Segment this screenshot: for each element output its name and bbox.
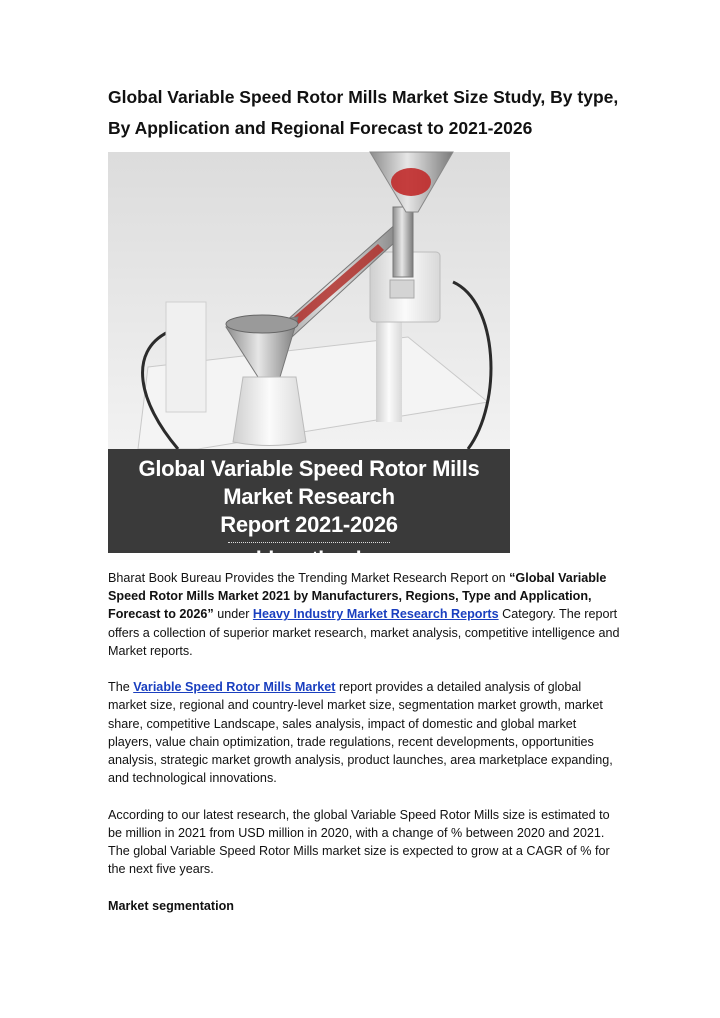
paragraph-intro bbox=[108, 569, 620, 660]
paragraph-text: under bbox=[213, 607, 253, 622]
rotor-mill-illustration bbox=[108, 152, 510, 449]
banner-title-line-1: Global Variable Speed Rotor Mills Market Research bbox=[138, 456, 480, 509]
banner-website: www.bharatbook.com bbox=[202, 548, 415, 571]
document-title bbox=[108, 82, 628, 144]
title-line-1: Global Variable Speed Rotor Mills Market Size Study, By type, bbox=[108, 87, 619, 107]
paragraph-text: report provides a detailed analysis of global market size, regional and country-level market size, segmentation market growth, market share, competitive Landscape, sales analysis, impact of domestic and global market players, value chain optimization, trade regulations, recent developments, opportunities analysis, strategic market growth analysis, product launches, area marketplace expanding, and technological innovations. bbox=[108, 680, 613, 786]
image-banner bbox=[108, 449, 510, 571]
section-heading: Market segmentation bbox=[108, 898, 234, 913]
title-line-2: By Application and Regional Forecast to 2021-2026 bbox=[108, 118, 533, 138]
document-body bbox=[108, 569, 620, 933]
report-name: “Global Variable Speed Rotor Mills Market 2021 by Manufacturers, Regions, Type and Application, Forecast to 2026” bbox=[108, 571, 607, 622]
paragraph-text: Bharat Book Bureau Provides the Trending Market Research Report on bbox=[108, 571, 510, 585]
banner-divider bbox=[228, 542, 390, 543]
paragraph-research: According to our latest research, the global Variable Speed Rotor Mills size is estimated to be million in 2021 from USD million in 2020, with a change of % between 2020 and 2021. The global Variable Speed Rotor Mills market size is expected to grow at a CAGR of % for the next five years. bbox=[108, 807, 610, 877]
market-link[interactable]: Variable Speed Rotor Mills Market bbox=[133, 680, 336, 695]
category-link[interactable]: Heavy Industry Market Research Reports bbox=[252, 607, 499, 622]
banner-title-line-2: Report 2021-2026 bbox=[220, 512, 398, 537]
paragraph-text: Category. The report offers a collection of superior market research, market analysis, competitive intelligence and Market reports. bbox=[108, 607, 620, 658]
product-image bbox=[108, 152, 510, 571]
paragraph-text: The bbox=[108, 680, 134, 695]
paragraph-overview bbox=[108, 678, 620, 787]
